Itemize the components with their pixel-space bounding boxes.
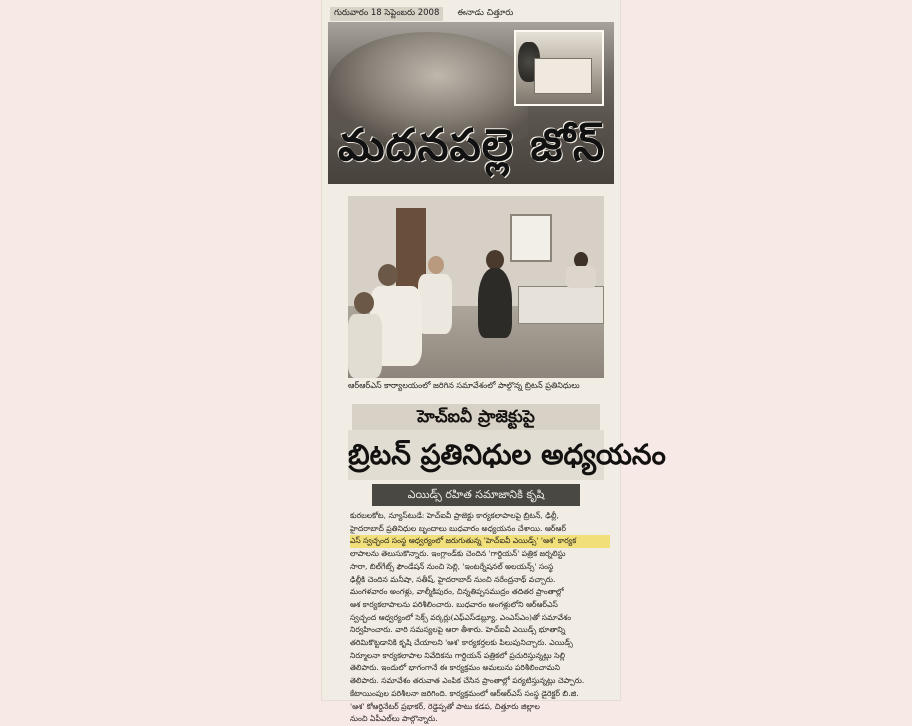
edition-name: ఈనాడు చిత్తూరు <box>457 8 514 18</box>
body-line: నుంచి ఏపీఎల్‌లు పాల్గొన్నారు. <box>350 714 438 724</box>
body-line: కురబలకోట, న్యూస్‌టుడే: హెచ్ఐవీ ప్రాజెక్టు కార్యకలాపాలపై బ్రిటన్, ఢిల్లీ, <box>350 511 559 520</box>
publication-date: గురువారం 18 సెప్టెంబరు 2008 <box>330 7 443 21</box>
body-line: 'ఆశ' కోఆర్డినేటర్ ప్రభాకర్, రెడ్డెప్పతో పాటు కడప, చిత్తూరు జిల్లాల <box>350 701 540 711</box>
person-figure <box>478 268 512 338</box>
body-line: తెలిపారు. సమావేశం తరువాత ఎంపిక చేసిన ప్రాంతాల్లో పర్యటిస్తున్నట్లు చెప్పారు. <box>350 676 585 686</box>
newspaper-clipping <box>322 0 666 724</box>
banner-title: మదనపల్లె జోన్ <box>338 120 605 171</box>
article-headline: బ్రిటన్ ప్రతినిధుల అధ్యయనం <box>348 430 604 480</box>
body-line: లాపాలను తెలుసుకొన్నారు. ఇంగ్లాండ్‌కు చెందిన 'గార్డియన్' పత్రిక జర్నలిస్టు <box>350 549 566 559</box>
body-line-highlighted: ఎస్ స్వచ్ఛంద సంస్థ ఆధ్వర్యంలో జరుగుతున్న 'హెచ్ఐవీ ఎయిడ్స్' 'ఆశ' కార్యక <box>350 535 610 548</box>
person-head <box>378 264 398 286</box>
person-head <box>428 256 444 274</box>
body-line: నిర్వహించారు. వారి సమస్యలపై ఆరా తీశారు. హెచ్ఐవీ ఎయిడ్స్ భూతాన్ని <box>350 625 566 635</box>
building-shape <box>534 58 592 94</box>
person-figure <box>566 266 596 288</box>
zone-banner <box>328 22 614 184</box>
body-line: నిర్మూలనా కార్యకలాపాల నివేదికను గార్డియన్ పత్రికలో ప్రచురిస్తున్నట్లు సెల్లి <box>350 650 565 660</box>
dateline <box>330 6 606 23</box>
body-line: ఆశ కార్యకలాపాలను పరిశీలించారు. బుధవారం అంగళ్లులోని ఆర్ఆర్ఎస్ <box>350 599 558 609</box>
article-subhead: ఎయిడ్స్ రహిత సమాజానికి కృషి <box>372 484 580 506</box>
photo-caption: ఆర్ఆర్ఎస్ కార్యాలయంలో జరిగిన సమావేశంలో పాల్గొన్న బ్రిటన్ ప్రతినిధులు <box>348 381 580 390</box>
person-head <box>486 250 504 270</box>
building-inset-image <box>514 30 604 106</box>
meeting-photo <box>348 196 604 378</box>
body-line: తరిమికొట్టడానికి కృషి చేయాలని 'ఆశ' కార్యకర్తలకు పిలుపునిచ్చారు. ఎయిడ్స్ <box>350 638 573 648</box>
person-figure <box>348 314 382 378</box>
article-body <box>350 510 610 724</box>
person-figure <box>418 274 452 334</box>
article-kicker: హెచ్ఐవీ ప్రాజెక్టుపై <box>352 404 600 430</box>
person-head <box>354 292 374 314</box>
photo-window <box>510 214 552 262</box>
body-line: ఢిల్లీకి చెందిన మనీషా, సతీష్, హైదరాబాద్ నుంచి నరేంద్రనాథ్ వచ్చారు. <box>350 574 556 584</box>
photo-desk <box>518 286 604 324</box>
body-line: హైదరాబాద్ ప్రతినిధుల బృందాలు బుధవారం అధ్యయనం చేశాయి. ఆర్ఆర్ <box>350 523 566 533</box>
body-line: కేటాయింపుల పరిశీలనా జరిగింది. కార్యక్రమంలో ఆర్ఆర్ఎస్ సంస్థ డైరెక్టర్ బి.జి. <box>350 688 579 698</box>
body-line: మంగళవారం అంగళ్లు, వాల్మీకిపురం, చిన్నతిప్పసముద్రం తదితర ప్రాంతాల్లో <box>350 587 564 597</box>
body-line: స్వచ్ఛంద ఆధ్వర్యంలో సెక్స్ వర్కర్లు(ఎఫ్ఎస్‌డబ్ల్యూ, ఎంఎస్ఎం)తో సమావేశం <box>350 612 572 622</box>
body-line: సారా, బిల్‌గేట్స్ ఫౌండేషన్ నుంచి సెల్లి, 'ఇంటర్నేషనల్ అలయన్స్' సంస్థ <box>350 561 554 571</box>
body-line: తెలిపారు. ఇందులో భాగంగానే ఈ కార్యక్రమం అమలును పరిశీలించామని <box>350 663 560 673</box>
